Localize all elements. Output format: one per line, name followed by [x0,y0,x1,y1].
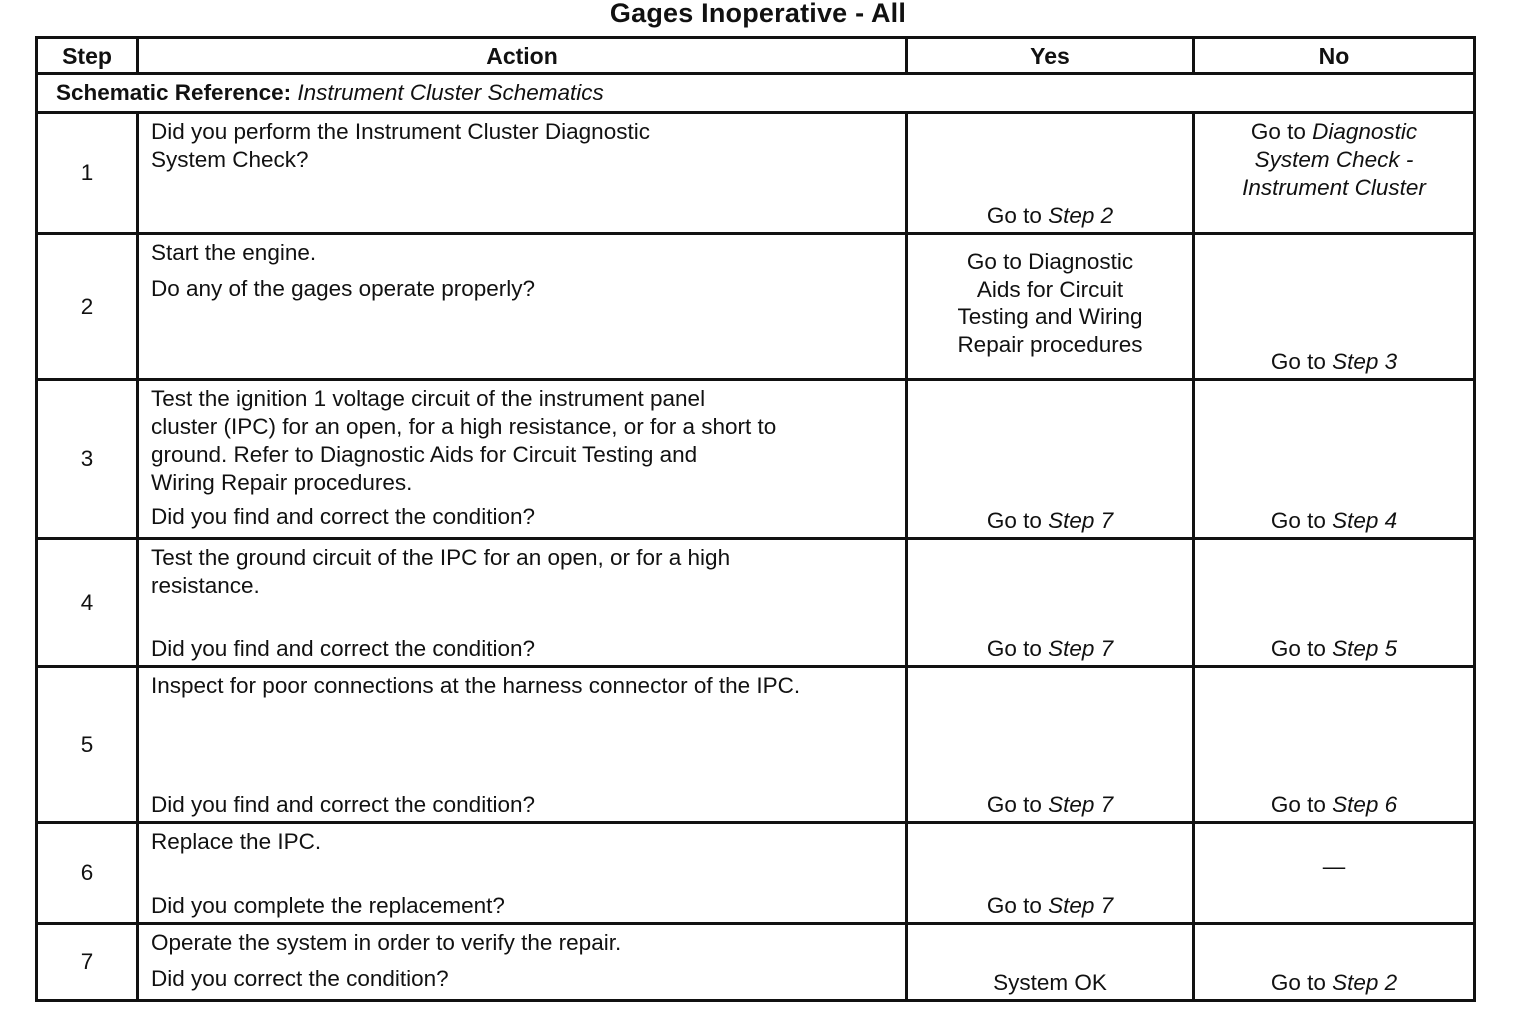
table-row [37,234,1475,380]
table-row [37,667,1475,823]
action-cell [138,113,907,234]
yes-cell [907,380,1194,539]
action-cell [138,667,907,823]
diagnostic-table [35,36,1476,1002]
no-dash: — [1322,854,1346,879]
action-question: Did you correct the condition? [151,966,449,991]
no-prefix: Go to [1270,508,1326,533]
yes-cell [907,823,1194,924]
action-question: Did you find and correct the condition? [151,636,535,661]
document-title: Gages Inoperative - All [609,0,907,28]
table-row [37,924,1475,1001]
yes-prefix: Go to [986,893,1042,918]
no-line-ref: Diagnostic [1312,119,1418,144]
action-line: System Check? [151,147,309,172]
action-line: Start the engine. [151,240,317,265]
yes-prefix: Go to [986,203,1042,228]
action-cell [138,234,907,380]
no-line: Instrument Cluster [1242,175,1426,200]
no-cell [1194,823,1475,924]
action-cell [138,823,907,924]
no-cell [1194,113,1475,234]
header-no: No [1194,38,1475,74]
action-question: Did you find and correct the condition? [151,504,535,529]
yes-cell [907,539,1194,667]
header-row [37,38,1475,74]
action-line: Test the ground circuit of the IPC for an open, or for a high [151,545,731,570]
action-line: Operate the system in order to verify the repair. [151,930,622,955]
step-number: 2 [37,234,138,380]
no-step-ref: Step 4 [1332,508,1398,533]
action-line: ground. Refer to Diagnostic Aids for Circuit Testing and [151,442,698,467]
yes-cell [907,234,1194,380]
step-number: 3 [37,380,138,539]
action-line: Wiring Repair procedures. [151,470,413,495]
schematic-value: Instrument Cluster Schematics [297,80,604,105]
yes-line: Go to Diagnostic [966,249,1134,274]
action-question: Do any of the gages operate properly? [151,276,536,301]
schematic-reference-row [37,74,1475,113]
no-prefix: Go to [1270,349,1326,374]
no-prefix: Go to [1270,970,1326,995]
yes-line: Repair procedures [957,331,1143,357]
no-prefix: Go to [1270,636,1326,661]
yes-cell [907,113,1194,234]
yes-step-ref: Step 7 [1048,636,1114,661]
no-prefix: Go to [1270,792,1326,817]
yes-step-ref: Step 7 [1048,893,1114,918]
header-action: Action [138,38,907,74]
no-step-ref: Step 5 [1332,636,1398,661]
yes-line: Aids for Circuit [976,276,1124,302]
no-step-ref: Step 2 [1332,970,1398,995]
no-cell [1194,539,1475,667]
step-number: 6 [37,823,138,924]
no-line: System Check - [1254,147,1414,172]
yes-prefix: Go to [986,508,1042,533]
no-line: Go to [1250,119,1306,144]
action-cell [138,539,907,667]
table-row [37,539,1475,667]
no-step-ref: Step 6 [1332,792,1398,817]
step-number: 1 [37,113,138,234]
action-line: resistance. [151,573,260,598]
yes-step-ref: Step 2 [1048,203,1114,228]
table-row [37,113,1475,234]
no-cell [1194,667,1475,823]
action-question: Did you find and correct the condition? [151,792,535,817]
yes-prefix: Go to [986,792,1042,817]
yes-step-ref: Step 7 [1048,792,1114,817]
no-cell [1194,234,1475,380]
action-line: Did you perform the Instrument Cluster Diagnostic [151,119,650,144]
yes-text: System OK [993,970,1107,995]
yes-cell [907,924,1194,1001]
yes-line: Testing and Wiring [957,304,1143,329]
table-row [37,823,1475,924]
yes-prefix: Go to [986,636,1042,661]
step-number: 5 [37,667,138,823]
action-line: Test the ignition 1 voltage circuit of the instrument panel [151,386,706,411]
step-number: 7 [37,924,138,1001]
yes-cell [907,667,1194,823]
action-line: cluster (IPC) for an open, for a high resistance, or for a short to [151,414,777,439]
action-question: Did you complete the replacement? [151,893,505,918]
yes-step-ref: Step 7 [1048,508,1114,533]
action-cell [138,380,907,539]
no-cell [1194,924,1475,1001]
no-cell [1194,380,1475,539]
step-number: 4 [37,539,138,667]
schematic-label: Schematic Reference: [56,80,292,105]
table-row [37,380,1475,539]
action-line: Replace the IPC. [151,829,322,854]
action-line: Inspect for poor connections at the harness connector of the IPC. [151,673,801,698]
no-step-ref: Step 3 [1332,349,1398,374]
header-yes: Yes [907,38,1194,74]
action-cell [138,924,907,1001]
header-step: Step [37,38,138,74]
